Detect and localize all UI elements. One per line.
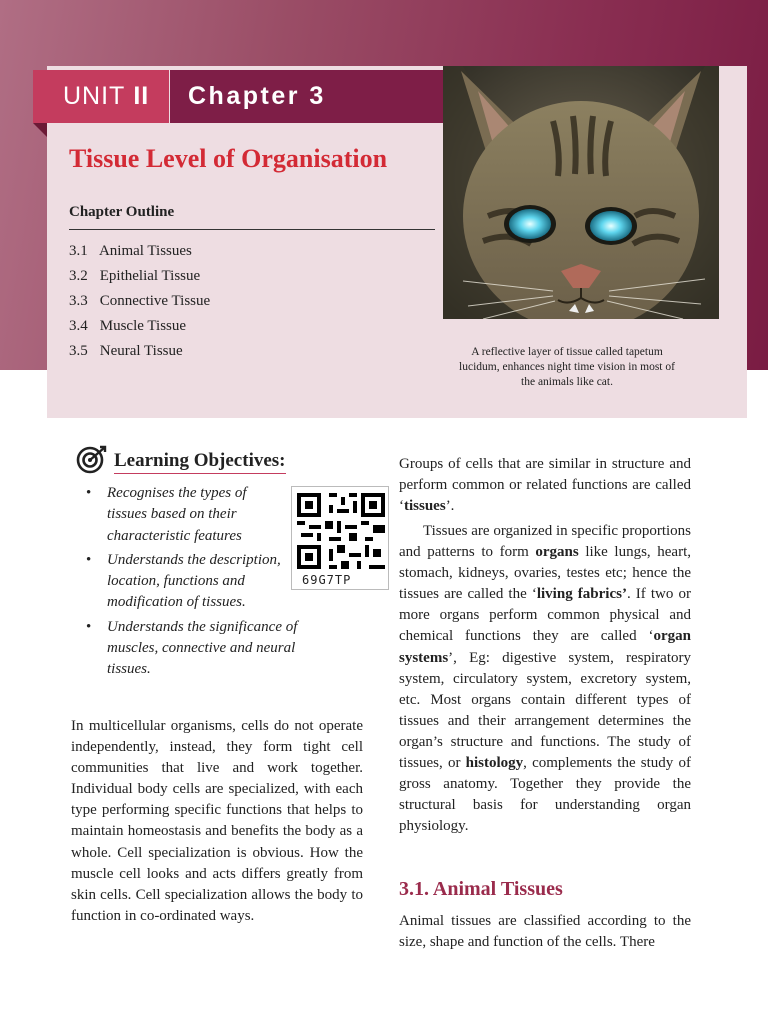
cat-photo <box>443 66 719 319</box>
text-run: like lungs, heart, stomach, kidneys, ovaries, testes etc; hence the tissues are called the ‘ <box>399 544 691 603</box>
outline-number: 3.4 <box>69 318 88 334</box>
chapter-label: Chapter 3 <box>188 82 326 110</box>
outline-label: Neural Tissue <box>99 343 183 359</box>
outline-item <box>69 314 210 339</box>
term-organs: organs <box>535 544 579 561</box>
term-living-fabrics: living fabrics’ <box>536 586 627 603</box>
outline-number: 3.3 <box>69 293 88 309</box>
outline-item <box>69 239 210 264</box>
unit-label: UNIT <box>63 82 126 110</box>
animal-tissues-paragraph: Animal tissues are classified according to the size, shape and function of the cells. There <box>399 913 691 951</box>
unit-tab <box>33 70 169 123</box>
objective-item: • Understands the description, location, functions and modification of tissues. <box>86 550 281 614</box>
term-organ-systems: organ systems <box>399 628 691 666</box>
unit-number: II <box>133 82 150 110</box>
text-run: Groups of cells that are similar in structure and perform common or related functions are called ‘ <box>399 456 691 515</box>
outline-label: Muscle Tissue <box>99 318 187 334</box>
objective-item: • Understands the significance of muscles, connective and neural tissues. <box>86 617 331 681</box>
learning-objectives-heading <box>76 444 286 479</box>
outline-label: Animal Tissues <box>98 243 192 259</box>
target-icon <box>76 444 108 479</box>
text-run: . If two or more organs perform common physical and chemical functions they are called ‘ <box>399 586 691 645</box>
objective-item: • Recognises the types of tissues based on their characteristic features <box>86 483 271 547</box>
chapter-outline <box>69 239 210 364</box>
outline-item <box>69 264 210 289</box>
organs-paragraph <box>399 521 691 837</box>
text-run: ’, Eg: digestive system, respiratory system, circulatory system, excretory system, etc. Most organs contain different types of tissues and their arrangement determines the organ’s structure and functions. The study of tissues, or <box>399 649 691 772</box>
unit-tab-fold <box>33 123 47 137</box>
intro-paragraph: In multicellular organisms, cells do not operate independently, instead, they form tight cell communities that live and work together. Individual body cells are specialized, with each type performing specific functions that helps to maintain homeostasis and benefits the body as a whole. Cell specialization is obvious. How the muscle cell looks and acts differs greatly from skin cells. Cell specialization allows the body to function in co-ordinated ways. <box>71 718 363 924</box>
tissues-paragraph <box>399 454 691 517</box>
outline-number: 3.1 <box>69 243 88 259</box>
chapter-tab <box>170 70 445 123</box>
term-tissues: tissues <box>404 498 446 515</box>
outline-label: Connective Tissue <box>99 293 211 309</box>
learning-objectives-title: Learning Objectives: <box>114 450 286 474</box>
outline-item <box>69 339 210 364</box>
qr-code-text: 69G7TP <box>302 573 352 587</box>
text-run: ’. <box>445 498 455 515</box>
outline-item <box>69 289 210 314</box>
photo-caption: A reflective layer of tissue called tapetum lucidum, enhances night time vision in most of the animals like cat. <box>459 346 675 388</box>
outline-label: Epithelial Tissue <box>99 268 201 284</box>
term-histology: histology <box>465 755 524 772</box>
section-heading: 3.1. Animal Tissues <box>399 878 563 900</box>
outline-number: 3.5 <box>69 343 88 359</box>
text-run: , complements the study of gross anatomy. Together they provide the structural basis for understanding organ physiology. <box>399 755 691 835</box>
outline-number: 3.2 <box>69 268 88 284</box>
text-run: Tissues are organized in specific proportions and patterns to form <box>399 523 691 561</box>
page-title: Tissue Level of Organisation <box>69 144 388 173</box>
outline-divider <box>69 229 435 230</box>
outline-heading: Chapter Outline <box>69 204 175 220</box>
